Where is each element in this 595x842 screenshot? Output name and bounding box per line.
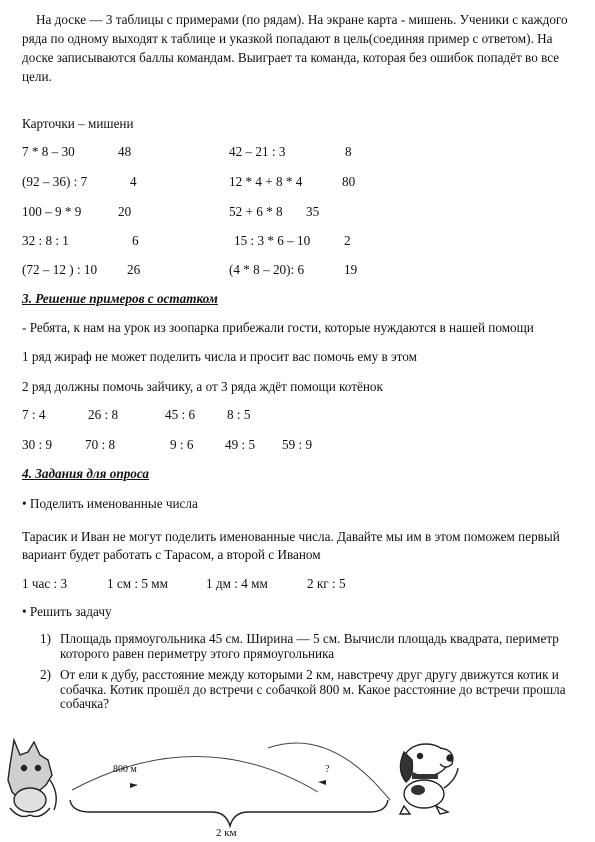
intro-paragraph: На доске — 3 таблицы с примерами (по рядам). На экране карта - мишень. Ученики с каждого ряда по одному выходят к таблице и указкой попадают в цель(соединяя пример с ответом). На доске записываются баллы командам. Выиграет та команда, которая без ошибок попадёт во все цели. [22,12,568,84]
card-left-expr: (92 – 36) : 7 [22,174,88,189]
task-number: 2) [40,667,51,682]
section3-text: 2 ряд должны помочь зайчику, а от 3 ряда ждёт помощи котёнок [22,379,383,394]
division-example: 8 : 5 [227,407,251,422]
division-example: 9 : 6 [170,437,194,452]
division-example: 70 : 8 [85,437,116,452]
card-right-answer: 35 [306,204,320,219]
card-left-expr: (72 – 12 ) : 10 [22,262,98,277]
card-left-expr: 32 : 8 : 1 [22,233,69,248]
card-left-answer: 6 [132,233,139,248]
division-example: 49 : 5 [225,437,256,452]
named-number: 2 кг : 5 [307,576,346,591]
card-left-expr: 100 – 9 * 9 [22,204,82,219]
named-number: 1 дм : 4 мм [206,576,268,591]
task-text: Площадь прямоугольника 45 см. Ширина — 5 см. Вычисли площадь квадрата, периметр которого равен периметру этого прямоугольника [60,631,559,661]
card-right-answer: 80 [342,174,356,189]
card-right-expr: 52 + 6 * 8 [229,204,283,219]
arrow-left-icon [318,780,326,785]
card-right-expr: 12 * 4 + 8 * 4 [229,174,303,189]
dog-icon [400,744,458,814]
bullet-text: Решить задачу [29,604,112,619]
cards-title: Карточки – мишени [22,116,134,131]
distance-brace [70,800,388,826]
bullet-icon: • [22,496,27,511]
section3-heading: 3. Решение примеров с остатком [22,291,218,306]
cat-icon [8,740,56,816]
division-example: 26 : 8 [88,407,119,422]
card-left-answer: 26 [127,262,141,277]
named-number: 1 см : 5 мм [107,576,168,591]
section3-text: 1 ряд жираф не может поделить числа и просит вас помочь ему в этом [22,349,417,364]
arc-cat [72,756,318,792]
card-right-expr: 42 – 21 : 3 [229,144,286,159]
card-right-expr: (4 * 8 – 20): 6 [229,262,305,277]
named-number: 1 час : 3 [22,576,68,591]
task-number: 1) [40,631,51,646]
card-left-answer: 4 [130,174,137,189]
bullet-text: Поделить именованные числа [29,496,198,511]
task-text: От ели к дубу, расстояние между которыми 2 км, навстречу друг другу движутся котик и собачка. Котик прошёл до встречи с собачкой 800 м. Какое расстояние до встречи прошла собачка? [60,667,566,711]
card-left-answer: 48 [118,144,132,159]
arrow-right-icon [130,783,138,788]
bullet-icon: • [22,604,27,619]
distance-label-unknown: ? [325,764,330,775]
card-left-answer: 20 [118,204,132,219]
card-right-answer: 8 [345,144,352,159]
card-right-expr: 15 : 3 * 6 – 10 [234,233,311,248]
division-example: 7 : 4 [22,407,46,422]
section3-text: - Ребята, к нам на урок из зоопарка прибежали гости, которые нуждаются в нашей помощи [22,320,534,335]
section4-text: Тарасик и Иван не могут поделить именованные числа. Давайте мы им в этом поможем первый вариант будет работать с Тарасом, а второй с Иваном [22,529,560,562]
distance-label-total: 2 км [216,827,237,839]
card-right-answer: 19 [344,262,358,277]
section4-heading: 4. Задания для опроса [22,466,149,481]
card-right-answer: 2 [344,233,351,248]
division-example: 45 : 6 [165,407,196,422]
division-example: 30 : 9 [22,437,53,452]
distance-label-800: 800 м [113,764,137,775]
card-left-expr: 7 * 8 – 30 [22,144,75,159]
division-example: 59 : 9 [282,437,313,452]
